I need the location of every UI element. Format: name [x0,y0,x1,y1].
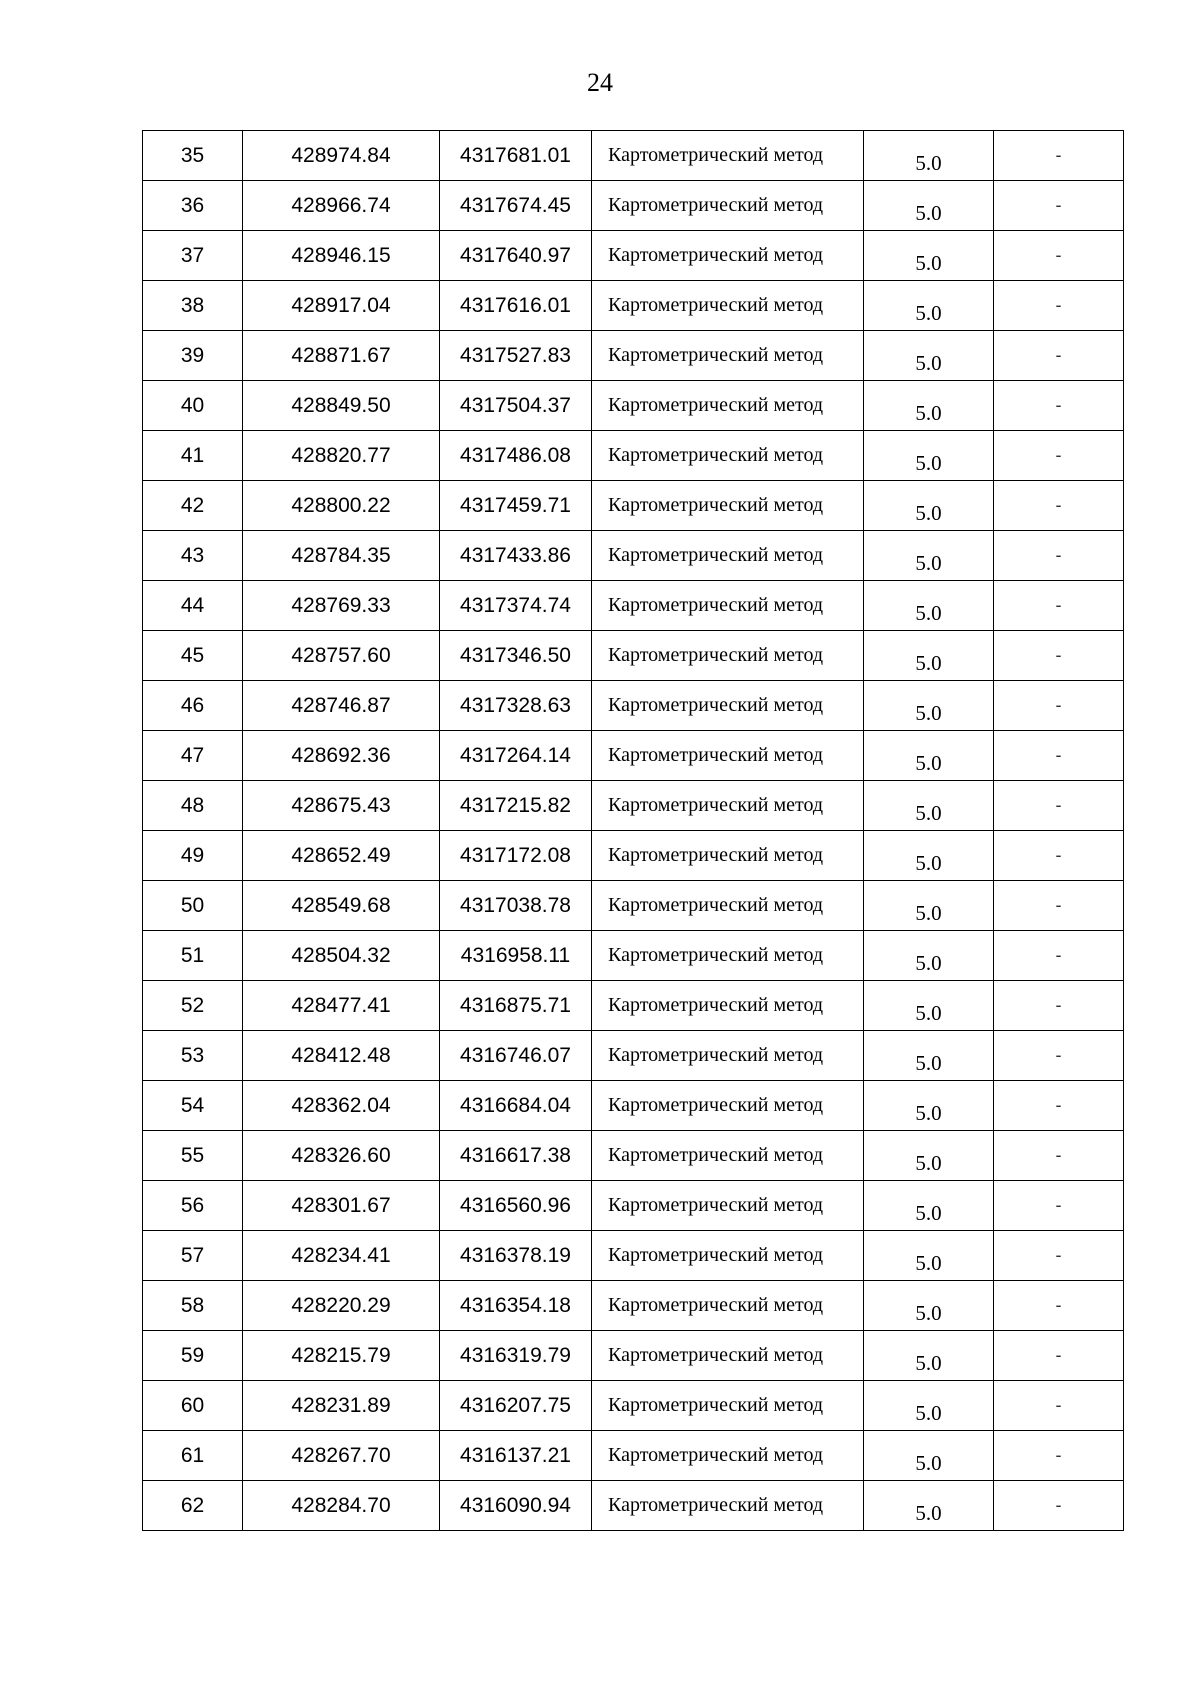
table-row [143,1231,1124,1281]
determination-method-cell: Картометрический метод [592,581,864,631]
determination-method-cell: Картометрический метод [592,1481,864,1531]
accuracy-cell: 5.0 [864,581,994,631]
table-row [143,1131,1124,1181]
point-number-cell: 47 [143,731,243,781]
point-number-cell: 38 [143,281,243,331]
note-cell: - [994,481,1124,531]
point-number-cell: 51 [143,931,243,981]
point-number-cell: 62 [143,1481,243,1531]
y-coordinate-cell: 4316378.19 [440,1231,592,1281]
y-coordinate-cell: 4317504.37 [440,381,592,431]
y-coordinate-cell: 4316958.11 [440,931,592,981]
y-coordinate-cell: 4317264.14 [440,731,592,781]
table-row [143,581,1124,631]
page-number: 24 [587,68,613,97]
y-coordinate-cell: 4316560.96 [440,1181,592,1231]
accuracy-cell: 5.0 [864,831,994,881]
table-row [143,481,1124,531]
x-coordinate-cell: 428234.41 [243,1231,440,1281]
point-number-cell: 46 [143,681,243,731]
table-row [143,531,1124,581]
x-coordinate-cell: 428267.70 [243,1431,440,1481]
accuracy-cell: 5.0 [864,1181,994,1231]
y-coordinate-cell: 4317527.83 [440,331,592,381]
determination-method-cell: Картометрический метод [592,931,864,981]
x-coordinate-cell: 428301.67 [243,1181,440,1231]
accuracy-cell: 5.0 [864,1281,994,1331]
determination-method-cell: Картометрический метод [592,1281,864,1331]
accuracy-cell: 5.0 [864,231,994,281]
table-row [143,831,1124,881]
point-number-cell: 35 [143,131,243,181]
table-row [143,381,1124,431]
determination-method-cell: Картометрический метод [592,631,864,681]
accuracy-cell: 5.0 [864,1331,994,1381]
x-coordinate-cell: 428362.04 [243,1081,440,1131]
point-number-cell: 43 [143,531,243,581]
point-number-cell: 36 [143,181,243,231]
point-number-cell: 54 [143,1081,243,1131]
y-coordinate-cell: 4316617.38 [440,1131,592,1181]
determination-method-cell: Картометрический метод [592,431,864,481]
y-coordinate-cell: 4317374.74 [440,581,592,631]
accuracy-cell: 5.0 [864,531,994,581]
x-coordinate-cell: 428231.89 [243,1381,440,1431]
x-coordinate-cell: 428652.49 [243,831,440,881]
x-coordinate-cell: 428692.36 [243,731,440,781]
y-coordinate-cell: 4317038.78 [440,881,592,931]
table-row [143,881,1124,931]
point-number-cell: 37 [143,231,243,281]
point-number-cell: 59 [143,1331,243,1381]
table-row [143,431,1124,481]
accuracy-cell: 5.0 [864,331,994,381]
table-row [143,1381,1124,1431]
y-coordinate-cell: 4316746.07 [440,1031,592,1081]
y-coordinate-cell: 4317616.01 [440,281,592,331]
accuracy-cell: 5.0 [864,981,994,1031]
table-row [143,1281,1124,1331]
table-row [143,731,1124,781]
table-row [143,1481,1124,1531]
point-number-cell: 55 [143,1131,243,1181]
accuracy-cell: 5.0 [864,281,994,331]
table-row [143,681,1124,731]
x-coordinate-cell: 428284.70 [243,1481,440,1531]
accuracy-cell: 5.0 [864,481,994,531]
table-row [143,331,1124,381]
x-coordinate-cell: 428946.15 [243,231,440,281]
accuracy-cell: 5.0 [864,881,994,931]
note-cell: - [994,931,1124,981]
y-coordinate-cell: 4316875.71 [440,981,592,1031]
accuracy-cell: 5.0 [864,1231,994,1281]
note-cell: - [994,431,1124,481]
point-number-cell: 61 [143,1431,243,1481]
y-coordinate-cell: 4317433.86 [440,531,592,581]
x-coordinate-cell: 428504.32 [243,931,440,981]
point-number-cell: 48 [143,781,243,831]
x-coordinate-cell: 428849.50 [243,381,440,431]
y-coordinate-cell: 4317640.97 [440,231,592,281]
y-coordinate-cell: 4317215.82 [440,781,592,831]
accuracy-cell: 5.0 [864,1131,994,1181]
note-cell: - [994,681,1124,731]
point-number-cell: 57 [143,1231,243,1281]
determination-method-cell: Картометрический метод [592,1231,864,1281]
accuracy-cell: 5.0 [864,1081,994,1131]
point-number-cell: 52 [143,981,243,1031]
point-number-cell: 50 [143,881,243,931]
y-coordinate-cell: 4317681.01 [440,131,592,181]
determination-method-cell: Картометрический метод [592,131,864,181]
accuracy-cell: 5.0 [864,131,994,181]
y-coordinate-cell: 4317486.08 [440,431,592,481]
determination-method-cell: Картометрический метод [592,1081,864,1131]
x-coordinate-cell: 428412.48 [243,1031,440,1081]
x-coordinate-cell: 428966.74 [243,181,440,231]
note-cell: - [994,181,1124,231]
accuracy-cell: 5.0 [864,1381,994,1431]
table-row [143,1181,1124,1231]
note-cell: - [994,1131,1124,1181]
note-cell: - [994,1431,1124,1481]
determination-method-cell: Картометрический метод [592,731,864,781]
table-row [143,181,1124,231]
y-coordinate-cell: 4317674.45 [440,181,592,231]
point-number-cell: 58 [143,1281,243,1331]
table-row [143,231,1124,281]
accuracy-cell: 5.0 [864,781,994,831]
x-coordinate-cell: 428549.68 [243,881,440,931]
coordinates-table [142,130,1124,1531]
determination-method-cell: Картометрический метод [592,781,864,831]
note-cell: - [994,1381,1124,1431]
note-cell: - [994,1481,1124,1531]
determination-method-cell: Картометрический метод [592,281,864,331]
point-number-cell: 45 [143,631,243,681]
determination-method-cell: Картометрический метод [592,331,864,381]
point-number-cell: 39 [143,331,243,381]
table-row [143,781,1124,831]
note-cell: - [994,1081,1124,1131]
point-number-cell: 49 [143,831,243,881]
determination-method-cell: Картометрический метод [592,981,864,1031]
determination-method-cell: Картометрический метод [592,231,864,281]
table-row [143,931,1124,981]
accuracy-cell: 5.0 [864,1031,994,1081]
x-coordinate-cell: 428974.84 [243,131,440,181]
y-coordinate-cell: 4316137.21 [440,1431,592,1481]
note-cell: - [994,131,1124,181]
point-number-cell: 44 [143,581,243,631]
point-number-cell: 41 [143,431,243,481]
point-number-cell: 40 [143,381,243,431]
x-coordinate-cell: 428477.41 [243,981,440,1031]
accuracy-cell: 5.0 [864,1431,994,1481]
table-row [143,1331,1124,1381]
determination-method-cell: Картометрический метод [592,1431,864,1481]
determination-method-cell: Картометрический метод [592,181,864,231]
accuracy-cell: 5.0 [864,381,994,431]
y-coordinate-cell: 4316684.04 [440,1081,592,1131]
determination-method-cell: Картометрический метод [592,1381,864,1431]
table-row [143,281,1124,331]
x-coordinate-cell: 428220.29 [243,1281,440,1331]
x-coordinate-cell: 428215.79 [243,1331,440,1381]
table-row [143,1031,1124,1081]
table-row [143,631,1124,681]
x-coordinate-cell: 428917.04 [243,281,440,331]
table-row [143,981,1124,1031]
determination-method-cell: Картометрический метод [592,1131,864,1181]
note-cell: - [994,581,1124,631]
x-coordinate-cell: 428800.22 [243,481,440,531]
x-coordinate-cell: 428820.77 [243,431,440,481]
accuracy-cell: 5.0 [864,1481,994,1531]
note-cell: - [994,1231,1124,1281]
x-coordinate-cell: 428769.33 [243,581,440,631]
note-cell: - [994,1031,1124,1081]
note-cell: - [994,881,1124,931]
note-cell: - [994,831,1124,881]
accuracy-cell: 5.0 [864,681,994,731]
note-cell: - [994,531,1124,581]
determination-method-cell: Картометрический метод [592,831,864,881]
x-coordinate-cell: 428784.35 [243,531,440,581]
note-cell: - [994,1331,1124,1381]
accuracy-cell: 5.0 [864,631,994,681]
x-coordinate-cell: 428675.43 [243,781,440,831]
point-number-cell: 60 [143,1381,243,1431]
note-cell: - [994,331,1124,381]
note-cell: - [994,731,1124,781]
y-coordinate-cell: 4316319.79 [440,1331,592,1381]
point-number-cell: 42 [143,481,243,531]
coordinates-table-body [143,131,1124,1531]
y-coordinate-cell: 4316207.75 [440,1381,592,1431]
determination-method-cell: Картометрический метод [592,1031,864,1081]
accuracy-cell: 5.0 [864,931,994,981]
note-cell: - [994,231,1124,281]
x-coordinate-cell: 428746.87 [243,681,440,731]
x-coordinate-cell: 428757.60 [243,631,440,681]
determination-method-cell: Картометрический метод [592,481,864,531]
x-coordinate-cell: 428326.60 [243,1131,440,1181]
accuracy-cell: 5.0 [864,731,994,781]
table-row [143,1431,1124,1481]
determination-method-cell: Картометрический метод [592,531,864,581]
y-coordinate-cell: 4317459.71 [440,481,592,531]
accuracy-cell: 5.0 [864,431,994,481]
point-number-cell: 53 [143,1031,243,1081]
determination-method-cell: Картометрический метод [592,1181,864,1231]
determination-method-cell: Картометрический метод [592,681,864,731]
x-coordinate-cell: 428871.67 [243,331,440,381]
determination-method-cell: Картометрический метод [592,1331,864,1381]
note-cell: - [994,981,1124,1031]
determination-method-cell: Картометрический метод [592,881,864,931]
table-row [143,1081,1124,1131]
y-coordinate-cell: 4317328.63 [440,681,592,731]
determination-method-cell: Картометрический метод [592,381,864,431]
y-coordinate-cell: 4316354.18 [440,1281,592,1331]
point-number-cell: 56 [143,1181,243,1231]
y-coordinate-cell: 4317346.50 [440,631,592,681]
table-row [143,131,1124,181]
accuracy-cell: 5.0 [864,181,994,231]
y-coordinate-cell: 4316090.94 [440,1481,592,1531]
note-cell: - [994,1181,1124,1231]
note-cell: - [994,781,1124,831]
note-cell: - [994,1281,1124,1331]
note-cell: - [994,631,1124,681]
note-cell: - [994,281,1124,331]
note-cell: - [994,381,1124,431]
y-coordinate-cell: 4317172.08 [440,831,592,881]
